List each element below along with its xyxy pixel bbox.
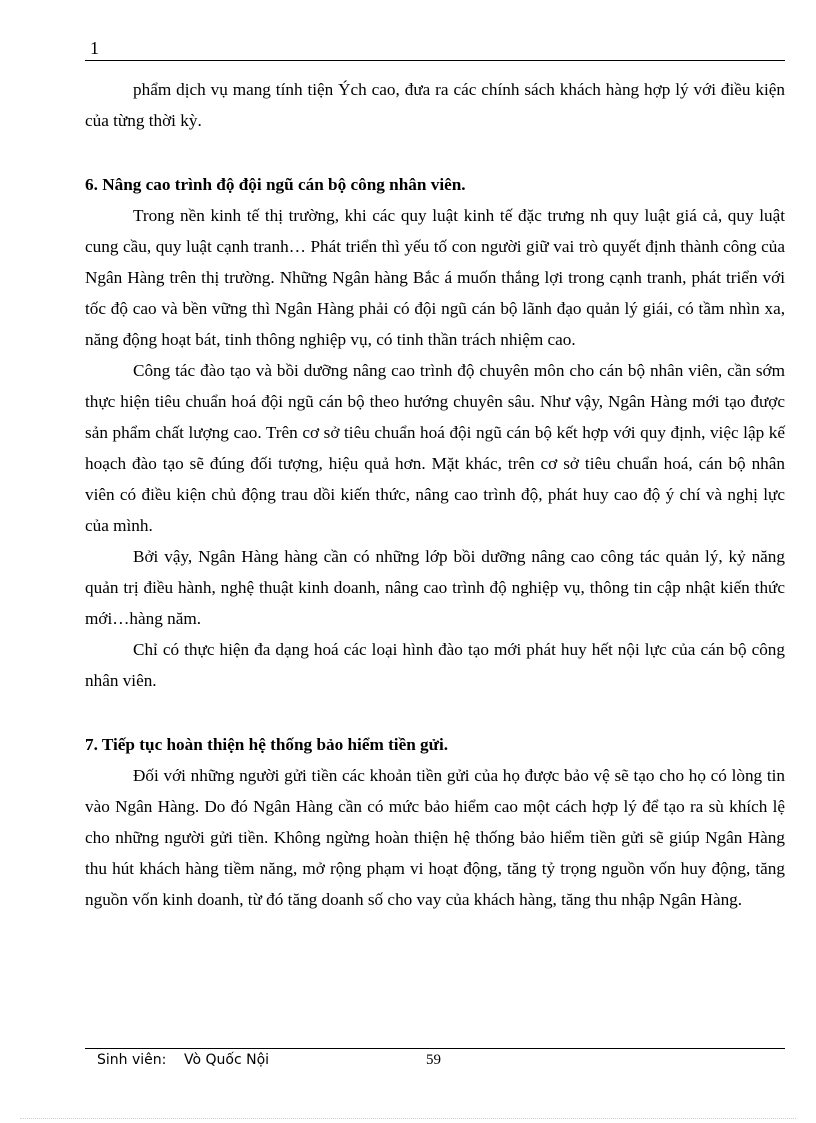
footer-student-name: Vò Quốc Nội: [184, 1052, 270, 1068]
header-page-marker: 1: [90, 38, 99, 58]
section-7-paragraph-1: Đối với những người gửi tiền các khoản tiền gửi của họ được bảo vệ sẽ tạo cho họ có lòng tin vào Ngân Hàng. Do đó Ngân Hàng cần có mức bảo hiểm cao một cách hợp lý để tạo ra sù khích lệ cho những người gửi tiền. Không ngừng hoàn thiện hệ thống bảo hiểm tiền gửi sẽ giúp Ngân Hàng thu hút khách hàng tiềm năng, mở rộng phạm vi hoạt động, tăng tỷ trọng nguồn vốn huy động, tăng nguồn vốn kinh doanh, từ đó tăng doanh số cho vay của khách hàng, tăng thu nhập Ngân Hàng.: [85, 766, 785, 909]
section-6-paragraph-1: Trong nền kinh tế thị trường, khi các quy luật kinh tế đặc trưng nh quy luật giá cả, quy luật cung cầu, quy luật cạnh tranh… Phát triển thì yếu tố con người giữ vai trò quyết định thành công của Ngân Hàng trên thị trường. Những Ngân hàng Bắc á muốn thắng lợi trong cạnh tranh, phát triển với tốc độ cao và bền vững thì Ngân Hàng phải có đội ngũ cán bộ lãnh đạo quản lý giái, có tầm nhìn xa, năng động hoạt bát, tinh thông nghiệp vụ, có tinh thần trách nhiệm cao.: [85, 206, 785, 349]
section-6-paragraph-3: Bởi vậy, Ngân Hàng hàng cần có những lớp bồi dưỡng nâng cao công tác quản lý, kỷ năng quản trị điều hành, nghệ thuật kinh doanh, nâng cao trình độ nghiệp vụ, thông tin cập nhật kiến thức mới…hàng năm.: [85, 547, 785, 628]
intro-paragraph: phẩm dịch vụ mang tính tiện Ých cao, đưa ra các chính sách khách hàng hợp lý với điều kiện của từng thời kỳ.: [85, 80, 785, 130]
footer-divider: [85, 1048, 785, 1049]
footer-student-label: Sinh viên:: [97, 1052, 167, 1068]
header-divider: [85, 60, 785, 61]
section-6-heading: 6. Nâng cao trình độ đội ngũ cán bộ công nhân viên.: [85, 175, 466, 194]
section-7-heading: 7. Tiếp tục hoàn thiện hệ thống bảo hiểm tiền gửi.: [85, 735, 449, 754]
footer-page-number: 59: [426, 1052, 441, 1068]
section-6-paragraph-2: Công tác đào tạo và bồi dưỡng nâng cao trình độ chuyên môn cho cán bộ nhân viên, cần sớm thực hiện tiêu chuẩn hoá đội ngũ cán bộ theo hướng chuyên sâu. Như vậy, Ngân Hàng mới tạo được sản phẩm chất lượng cao. Trên cơ sở tiêu chuẩn hoá đội ngũ cán bộ kết hợp với quy định, việc lập kế hoạch đào tạo sẽ đúng đối tượng, hiệu quả hơn. Mặt khác, trên cơ sở tiêu chuẩn hoá, cán bộ nhân viên có điều kiện chủ động trau dồi kiến thức, nâng cao trình độ, phát huy cao độ ý chí và nghị lực của mình.: [85, 361, 785, 535]
page-bottom-dotted-line: [20, 1118, 796, 1119]
document-body: [85, 74, 785, 915]
section-6-paragraph-4: Chỉ có thực hiện đa dạng hoá các loại hình đào tạo mới phát huy hết nội lực của cán bộ công nhân viên.: [85, 640, 785, 690]
